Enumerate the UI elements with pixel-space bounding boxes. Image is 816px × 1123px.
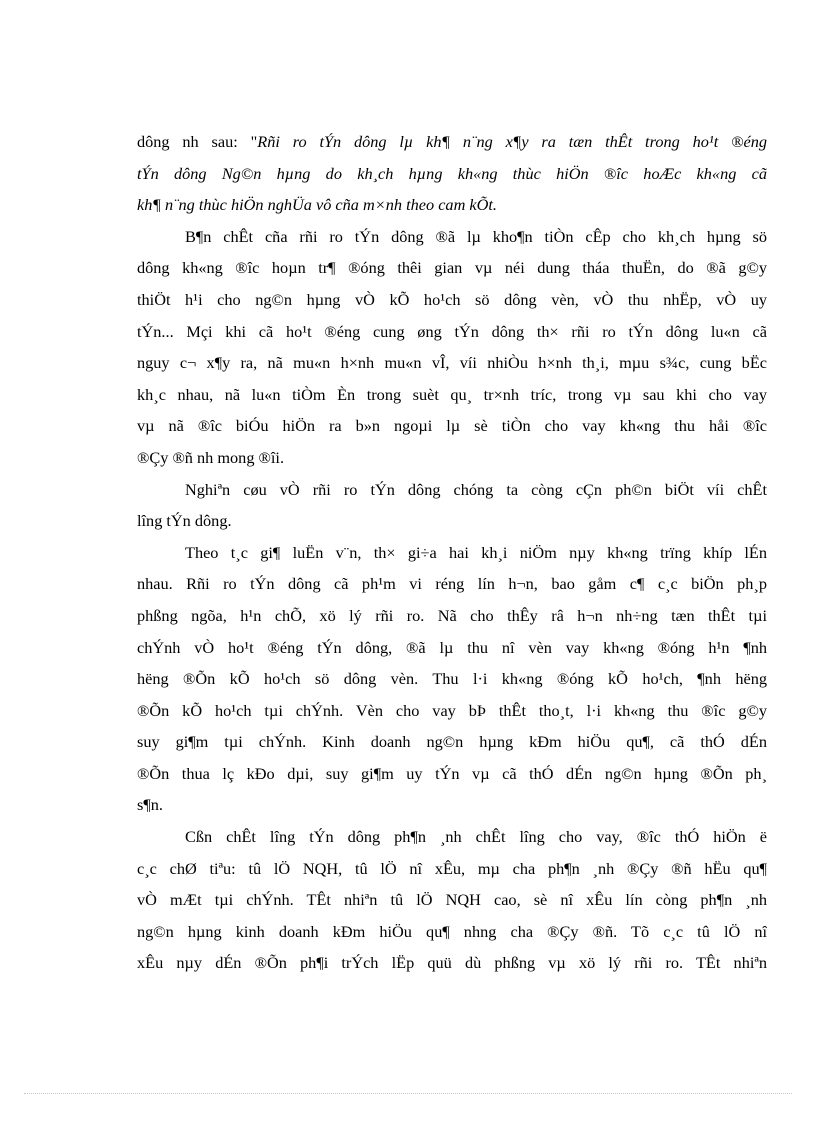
text-line: phßng ngõa, h¹n chÕ, xö lý rñi ro. Nã cho thÊy râ h¬n nh÷ng tæn thÊt tµi [137,605,767,625]
page-bottom-divider [24,1093,792,1094]
text-line: thiÖt h¹i cho ng©n hµng vÒ kÕ ho¹ch sö dông vèn, vÒ thu nhËp, vÒ uy [137,289,767,309]
text-line: tÝn dông Ng©n hµng do kh¸ch hµng kh«ng thùc hiÖn ®îc hoÆc kh«ng cã [137,163,767,183]
text-line: Cßn chÊt lîng tÝn dông ph¶n ¸nh chÊt lîng cho vay, ®îc thÓ hiÖn ë [185,827,767,847]
paragraph [137,221,767,474]
text-line: ®Çy ®ñ nh mong ®îi. [137,447,285,467]
text-line: dông kh«ng ®îc hoµn tr¶ ®óng thêi gian vµ néi dung tháa thuËn, do ®ã g©y [137,258,767,278]
text-line: B¶n chÊt cña rñi ro tÝn dông ®ã lµ kho¶n tiÒn cÊp cho kh¸ch hµng sö [185,226,767,246]
text-line: Theo t¸c gi¶ luËn v¨n, th× gi÷a hai kh¸i niÖm nµy kh«ng trïng khíp lÉn [185,542,767,562]
text-line: vÒ mÆt tµi chÝnh. TÊt nhiªn tû lÖ NQH cao, sè nî xÊu lín còng ph¶n ¸nh [137,890,767,910]
text-line: suy gi¶m tµi chÝnh. Kinh doanh ng©n hµng kÐm hiÖu qu¶, cã thÓ dÉn [137,732,767,752]
text-line: ®Õn kÕ ho¹ch tµi chÝnh. Vèn cho vay bÞ thÊt tho¸t, l·i kh«ng thu ®îc g©y [137,700,767,720]
text-line: c¸c chØ tiªu: tû lÖ NQH, tû lÖ nî xÊu, mµ cha ph¶n ¸nh ®Çy ®ñ hËu qu¶ [137,858,767,878]
text-line: kh¶ n¨ng thùc hiÖn nghÜa vô cña m×nh theo cam kÕt. [137,195,497,215]
text-line: chÝnh vÒ ho¹t ®éng tÝn dông, ®ã lµ thu nî vèn vay kh«ng ®óng h¹n ¶nh [137,637,767,657]
document-body [137,126,767,979]
text-line: kh¸c nhau, nã lu«n tiÒm Èn trong suèt qu¸ tr×nh tríc, trong vµ sau khi cho vay [137,384,767,404]
text-line: ng©n hµng kinh doanh kÐm hiÖu qu¶ nhng cha ®Çy ®ñ. Tõ c¸c tû lÖ nî [137,921,767,941]
text-line: s¶n. [137,795,163,815]
text-line: ®Õn thua lç kÐo dµi, suy gi¶m uy tÝn vµ cã thÓ dÉn ng©n hµng ®Õn ph¸ [137,763,767,783]
text-line: tÝn... Mçi khi cã ho¹t ®éng cung øng tÝn dông th× rñi ro tÝn dông lu«n cã [137,321,767,341]
paragraph [137,474,767,537]
text-line: Nghiªn cøu vÒ rñi ro tÝn dông chóng ta còng cÇn ph©n biÖt víi chÊt [185,479,767,499]
paragraph [137,537,767,821]
text-line: xÊu nµy dÉn ®Õn ph¶i trÝch lËp quü dù phßng vµ xö lý rñi ro. TÊt nhiªn [137,953,767,973]
text-line: nhau. Rñi ro tÝn dông cã ph¹m vi réng lín h¬n, bao gåm c¶ c¸c biÖn ph¸p [137,574,767,594]
paragraph [137,821,767,979]
text-line: lîng tÝn dông. [137,511,232,531]
text-line: dông nh sau: "Rñi ro tÝn dông lµ kh¶ n¨ng x¶y ra tæn thÊt trong ho¹t ®éng [137,132,767,151]
text-line: hëng ®Õn kÕ ho¹ch sö dông vèn. Thu l·i kh«ng ®óng kÕ ho¹ch, ¶nh hëng [137,669,767,689]
text-line: nguy c¬ x¶y ra, nã mu«n h×nh mu«n vÎ, víi nhiÒu h×nh th¸i, mµu s¾c, cung bËc [137,353,767,373]
text-line: vµ nã ®îc biÓu hiÖn ra b»n ngoµi lµ sè tiÒn cho vay kh«ng thu håi ®îc [137,416,767,436]
paragraph [137,126,767,221]
